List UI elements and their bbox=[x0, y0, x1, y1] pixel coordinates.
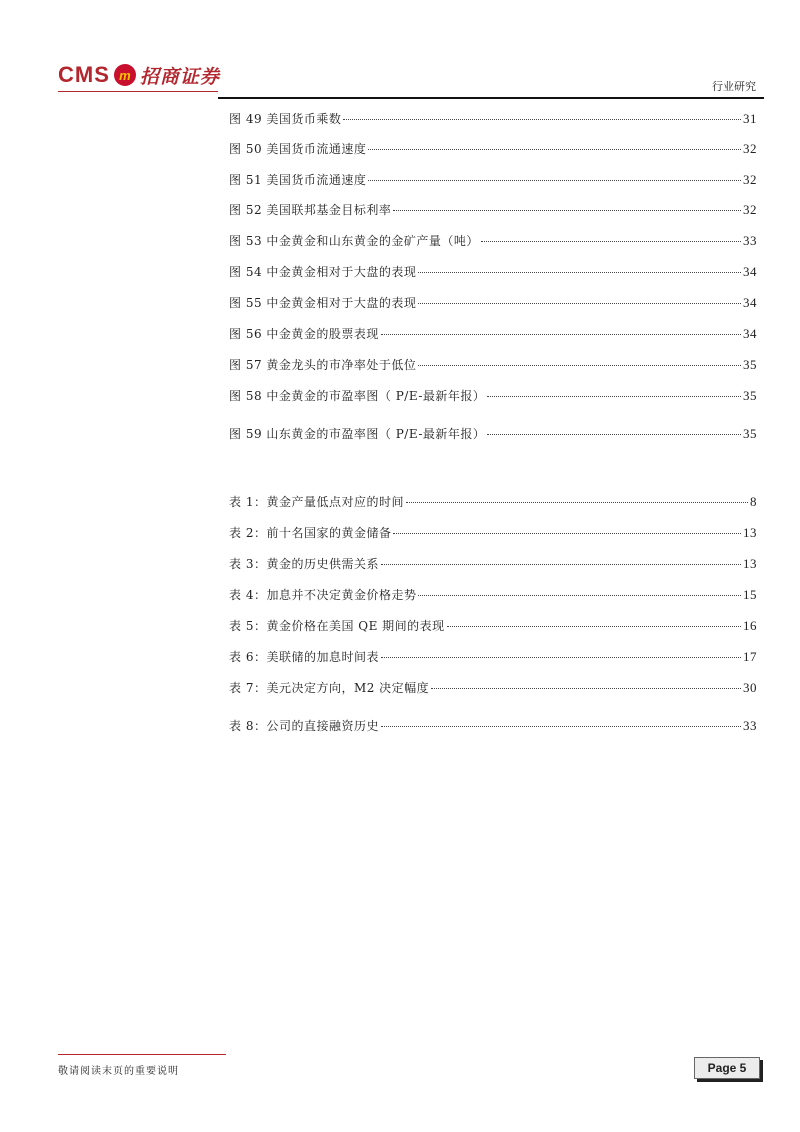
toc-entry-label: 图 55 中金黄金相对于大盘的表现 bbox=[229, 296, 417, 310]
toc-entry-label: 图 53 中金黄金和山东黄金的金矿产量（吨） bbox=[229, 234, 479, 248]
company-logo bbox=[58, 62, 220, 88]
toc-entry-page: 35 bbox=[743, 357, 757, 372]
header-rule bbox=[218, 97, 764, 99]
toc-entry-label: 图 59 山东黄金的市盈率图（ P/E-最新年报） bbox=[229, 427, 486, 441]
toc-entry-page: 8 bbox=[750, 494, 757, 509]
toc-entry[interactable] bbox=[229, 141, 757, 157]
toc-entry-label: 表 5：黄金价格在美国 QE 期间的表现 bbox=[229, 619, 445, 633]
toc-leader-dots bbox=[368, 149, 741, 150]
toc-entry-page: 34 bbox=[743, 326, 757, 341]
toc-entry-page: 32 bbox=[743, 172, 757, 187]
toc-leader-dots bbox=[487, 396, 741, 397]
toc-entry-label: 表 4：加息并不决定黄金价格走势 bbox=[229, 588, 417, 602]
toc-leader-dots bbox=[381, 657, 741, 658]
toc-entry-label: 表 1：黄金产量低点对应的时间 bbox=[229, 495, 404, 509]
toc-entry-label: 图 49 美国货币乘数 bbox=[229, 112, 342, 126]
toc-entry-label: 表 8：公司的直接融资历史 bbox=[229, 719, 379, 733]
toc-entry[interactable] bbox=[229, 556, 757, 572]
toc-leader-dots bbox=[381, 726, 741, 727]
toc-leader-dots bbox=[393, 533, 741, 534]
toc-entry-page: 13 bbox=[743, 556, 757, 571]
toc-entry[interactable] bbox=[229, 680, 757, 696]
toc-entry-page: 35 bbox=[743, 426, 757, 441]
toc-entry-page: 32 bbox=[743, 202, 757, 217]
toc-entry-label: 表 7：美元决定方向，M2 决定幅度 bbox=[229, 681, 430, 695]
toc-entry-label: 表 2：前十名国家的黄金储备 bbox=[229, 526, 392, 540]
toc-entry[interactable] bbox=[229, 618, 757, 634]
toc-entry[interactable] bbox=[229, 295, 757, 311]
logo-emblem-icon: m bbox=[114, 64, 136, 86]
page-number-badge: Page 5 bbox=[694, 1057, 760, 1079]
toc-entry[interactable] bbox=[229, 649, 757, 665]
toc-leader-dots bbox=[418, 272, 741, 273]
toc-entry-label: 图 56 中金黄金的股票表现 bbox=[229, 327, 379, 341]
toc-entry-page: 34 bbox=[743, 295, 757, 310]
toc-entry[interactable] bbox=[229, 494, 757, 510]
toc-entry-page: 34 bbox=[743, 264, 757, 279]
toc-entry-page: 17 bbox=[743, 649, 757, 664]
toc-entry-label: 图 50 美国货币流通速度 bbox=[229, 142, 367, 156]
toc-entry-label: 图 57 黄金龙头的市净率处于低位 bbox=[229, 358, 417, 372]
toc-leader-dots bbox=[418, 365, 741, 366]
toc-entry[interactable] bbox=[229, 202, 757, 218]
logo-latin-text: CMS bbox=[58, 62, 110, 87]
footer-rule bbox=[58, 1054, 226, 1055]
toc-leader-dots bbox=[381, 564, 741, 565]
toc-leader-dots bbox=[393, 210, 741, 211]
toc-entry-page: 32 bbox=[743, 141, 757, 156]
toc-entry-label: 图 51 美国货币流通速度 bbox=[229, 173, 367, 187]
toc-entry-page: 30 bbox=[743, 680, 757, 695]
disclaimer-note: 敬请阅读末页的重要说明 bbox=[58, 1066, 179, 1077]
toc-leader-dots bbox=[481, 241, 741, 242]
toc-leader-dots bbox=[431, 688, 741, 689]
toc-leader-dots bbox=[368, 180, 741, 181]
toc-entry[interactable] bbox=[229, 111, 757, 127]
toc-entry[interactable] bbox=[229, 172, 757, 188]
toc-leader-dots bbox=[418, 595, 741, 596]
toc-entry-label: 图 58 中金黄金的市盈率图（ P/E-最新年报） bbox=[229, 389, 486, 403]
toc-entry[interactable] bbox=[229, 587, 757, 603]
toc-entry-page: 16 bbox=[743, 618, 757, 633]
toc-entry-label: 表 3：黄金的历史供需关系 bbox=[229, 557, 379, 571]
toc-entry-page: 31 bbox=[743, 111, 757, 126]
toc-entry-label: 图 54 中金黄金相对于大盘的表现 bbox=[229, 265, 417, 279]
toc-entry[interactable] bbox=[229, 326, 757, 342]
logo-chinese-text: 招商证券 bbox=[139, 65, 220, 88]
toc-leader-dots bbox=[487, 434, 741, 435]
toc-entry-page: 13 bbox=[743, 525, 757, 540]
toc-entry[interactable] bbox=[229, 718, 757, 734]
toc-entry-page: 33 bbox=[743, 233, 757, 248]
toc-entry[interactable] bbox=[229, 264, 757, 280]
toc-entry[interactable] bbox=[229, 357, 757, 373]
toc-entry[interactable] bbox=[229, 233, 757, 249]
toc-entry[interactable] bbox=[229, 388, 757, 404]
toc-leader-dots bbox=[381, 334, 741, 335]
toc-leader-dots bbox=[406, 502, 748, 503]
toc-leader-dots bbox=[343, 119, 741, 120]
toc-entry-label: 图 52 美国联邦基金目标利率 bbox=[229, 203, 392, 217]
header-rule-accent bbox=[58, 91, 218, 92]
toc-entry-label: 表 6：美联储的加息时间表 bbox=[229, 650, 379, 664]
section-label: 行业研究 bbox=[712, 80, 756, 93]
toc-entry[interactable] bbox=[229, 525, 757, 541]
toc-entry-page: 33 bbox=[743, 718, 757, 733]
toc-entry-page: 15 bbox=[743, 587, 757, 602]
toc-leader-dots bbox=[418, 303, 741, 304]
toc-entry-page: 35 bbox=[743, 388, 757, 403]
toc-leader-dots bbox=[447, 626, 741, 627]
toc-entry[interactable] bbox=[229, 426, 757, 442]
